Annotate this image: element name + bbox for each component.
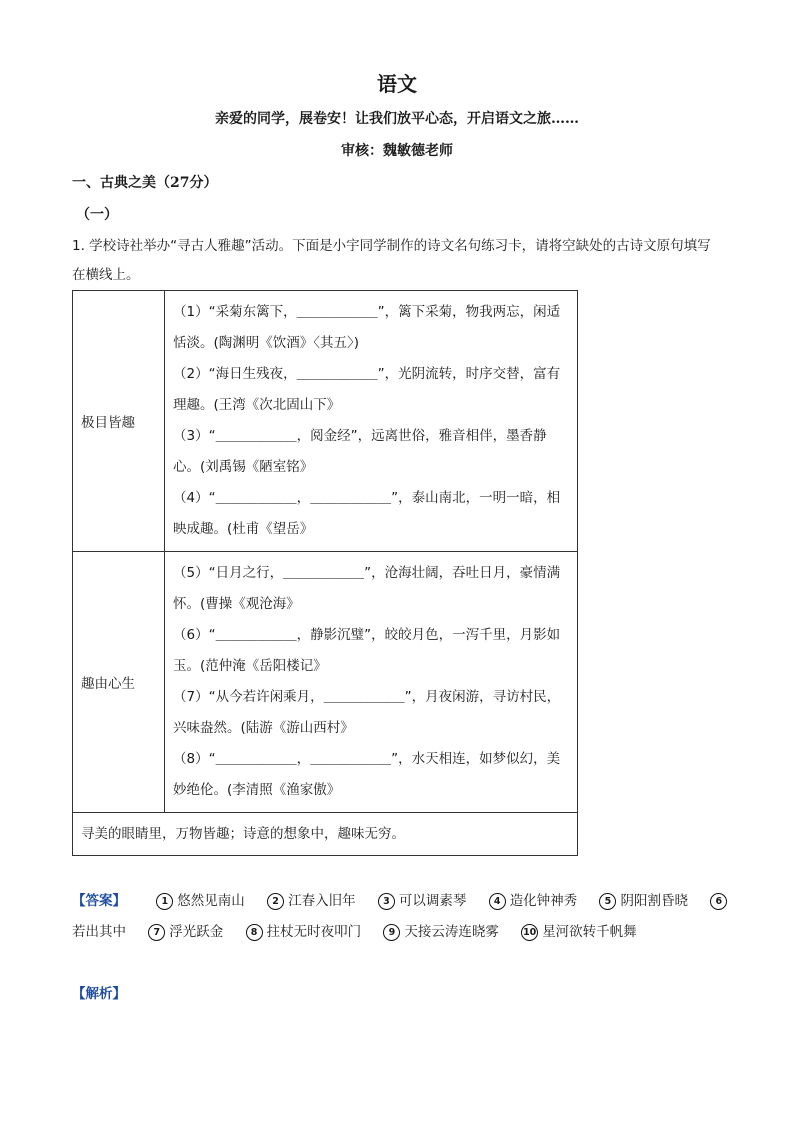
section-heading: 一、古典之美（27分） [72,175,218,191]
analysis-label [72,982,152,1002]
answer-item [599,893,688,909]
card-item: （4）“＿＿＿＿＿＿，＿＿＿＿＿＿”，泰山南北，一明一暗，相映成趣。(杜甫《望岳》 [173,490,561,537]
sub-heading: （一） [76,207,118,223]
circled-number: 2 [267,893,284,910]
circled-number: 5 [599,893,616,910]
card-item: （2）“海日生残夜，＿＿＿＿＿＿”，光阴流转，时序交替，富有理趣。(王湾《次北固山下》 [173,366,561,413]
card-item: （5）“日月之行，＿＿＿＿＿＿”，沧海壮阔，吞吐日月，豪情满怀。(曹操《观沧海》 [173,565,561,612]
answer-item [148,924,223,940]
card-item: （8）“＿＿＿＿＿＿，＿＿＿＿＿＿”，水天相连，如梦似幻，美妙绝伦。(李清照《渔家傲》 [173,751,561,798]
answer-block [72,886,732,948]
circled-number: 7 [148,924,165,941]
practice-card-table [72,290,578,856]
page-title: 语文 [377,72,417,96]
card-footer-row [73,813,578,856]
answer-text: 浮光跃金 [169,924,224,940]
circled-number: 4 [489,893,506,910]
card-theme: 极目皆趣 [73,291,165,552]
circled-number: 3 [378,893,395,910]
circled-number: 8 [246,924,263,941]
answer-text: 造化钟神秀 [509,893,578,909]
card-items [165,291,578,552]
circled-number: 6 [710,893,727,910]
circled-number: 10 [521,924,538,941]
answer-text: 拄杖无时夜叩门 [266,924,362,940]
answer-item [156,893,245,909]
circled-number: 1 [156,893,173,910]
answer-text: 可以调素琴 [398,893,467,909]
answer-text: 悠然见南山 [177,893,245,909]
answer-item [246,924,362,940]
card-item: （7）“从今若许闲乘月，＿＿＿＿＿＿”，月夜闲游，寻访村民，兴味盎然。(陆游《游山西村》 [173,689,561,736]
question-text: 1. 学校诗社举办“寻古人雅趣”活动。下面是小宇同学制作的诗文名句练习卡，请将空缺处的古诗文原句填写在横线上。 [72,238,711,283]
card-footer: 寻美的眼睛里，万物皆趣；诗意的想象中，趣味无穷。 [73,813,578,856]
answer-item [489,893,578,909]
card-row-2 [73,552,578,813]
card-row-1 [73,291,578,552]
answer-text: 江春入旧年 [288,893,356,909]
card-item: （3）“＿＿＿＿＿＿，阅金经”，远离世俗，雅音相伴，墨香静心。(刘禹锡《陋室铭》 [173,428,547,475]
card-item: （1）“采菊东篱下，＿＿＿＿＿＿”，篱下采菊，物我两忘，闲适恬淡。(陶渊明《饮酒》〈其五〉) [173,304,561,351]
answer-item [267,893,356,909]
page-subtitle: 亲爱的同学，展卷安！让我们放平心态，开启语文之旅…… [215,111,579,127]
answer-label: 【答案】 [72,893,126,909]
answer-item [378,893,467,909]
answer-item [383,924,499,940]
card-items [165,552,578,813]
reviewer-line: 审核：魏敏德老师 [341,143,453,159]
analysis-tag: 【解析】 [72,986,126,1002]
answer-item [521,924,637,940]
answer-text: 天接云涛连晓雾 [404,924,499,940]
card-theme: 趣由心生 [73,552,165,813]
circled-number: 9 [383,924,400,941]
answer-text: 阴阳割昏晓 [620,893,688,909]
answer-text: 若出其中 [72,924,126,940]
card-item: （6）“＿＿＿＿＿＿，静影沉璧”，皎皎月色，一泻千里，月影如玉。(范仲淹《岳阳楼记》 [173,627,561,674]
answer-text: 星河欲转千帆舞 [542,924,637,940]
